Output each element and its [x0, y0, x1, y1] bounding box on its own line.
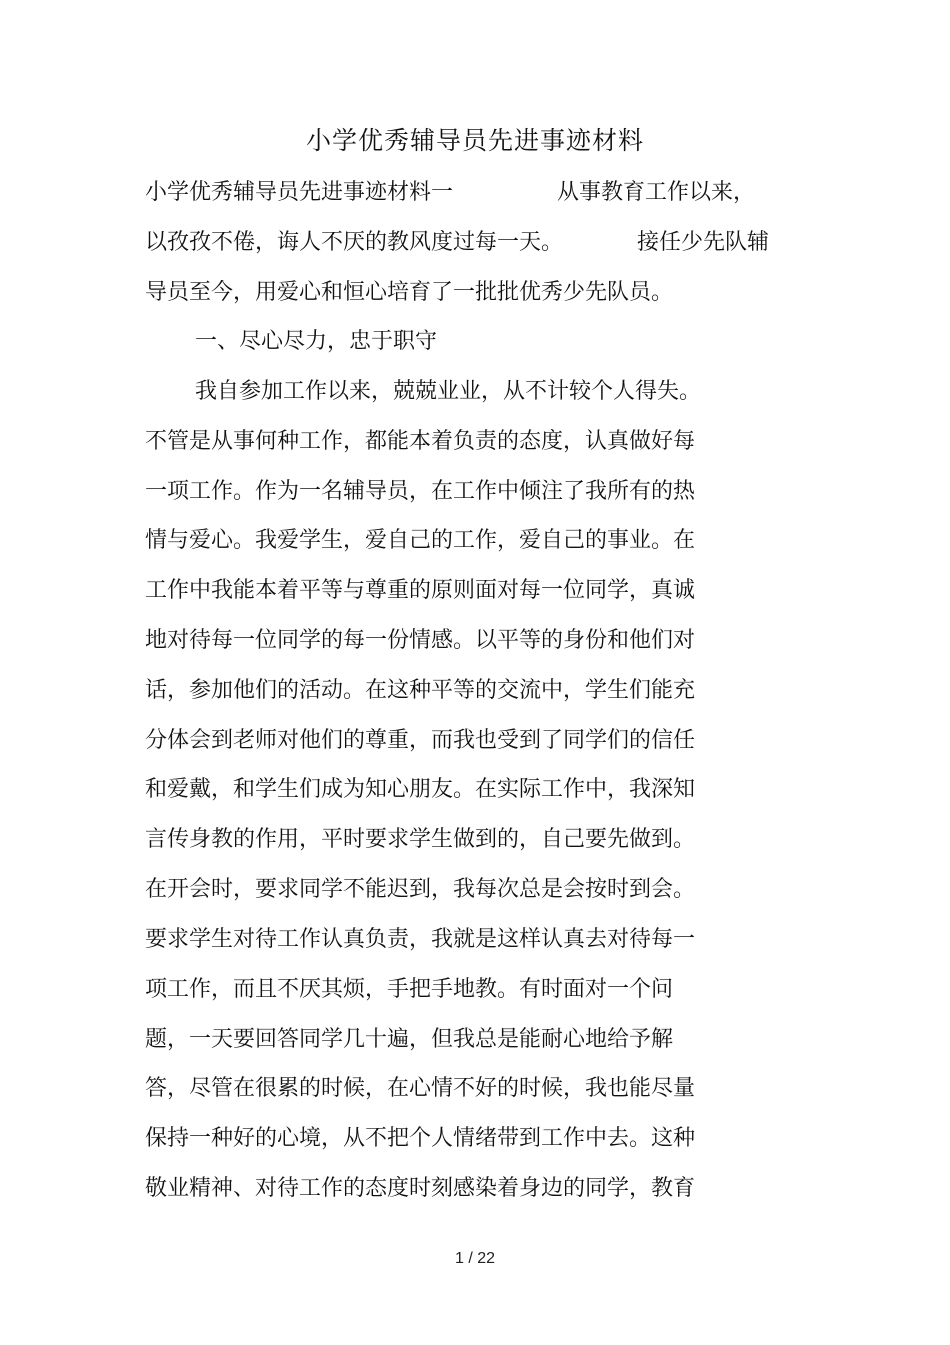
- body-line: 分体会到老师对他们的尊重，而我也受到了同学们的信任: [145, 728, 696, 753]
- body-line: 地对待每一位同学的每一份情感。以平等的身份和他们对: [145, 628, 696, 653]
- intro-line-2: [145, 228, 769, 258]
- body-line: 敬业精神、对待工作的态度时刻感染着身边的同学，教育: [145, 1176, 696, 1201]
- body-line: 言传身教的作用，平时要求学生做到的，自己要先做到。: [145, 827, 696, 852]
- intro-line-2-left: 以孜孜不倦，诲人不厌的教风度过每一天。: [145, 230, 564, 255]
- body-line: 情与爱心。我爱学生，爱自己的工作，爱自己的事业。在: [145, 528, 696, 553]
- intro-line-1-left: 小学优秀辅导员先进事迹材料一: [145, 180, 454, 205]
- body-line: 答，尽管在很累的时候，在心情不好的时候，我也能尽量: [145, 1076, 696, 1101]
- body-line: 一项工作。作为一名辅导员，在工作中倾注了我所有的热: [145, 479, 696, 504]
- body-line: 要求学生对待工作认真负责，我就是这样认真去对待每一: [145, 927, 696, 952]
- intro-line-3: [145, 278, 673, 308]
- body-line: 工作中我能本着平等与尊重的原则面对每一位同学，真诚: [145, 578, 696, 603]
- body-line: 不管是从事何种工作，都能本着负责的态度，认真做好每: [145, 429, 696, 454]
- page-number: 1 / 22: [454, 1250, 496, 1267]
- body-line: 在开会时，要求同学不能迟到，我每次总是会按时到会。: [145, 877, 696, 902]
- section-heading: 一、尽心尽力，忠于职守: [195, 329, 438, 354]
- body-line: 保持一种好的心境，从不把个人情绪带到工作中去。这种: [145, 1126, 696, 1151]
- intro-line-3-left: 导员至今，用爱心和恒心培育了一批批优秀少先队员。: [145, 280, 674, 305]
- body-line: 项工作，而且不厌其烦，手把手地教。有时面对一个问: [145, 977, 674, 1002]
- body-line: 我自参加工作以来，兢兢业业，从不计较个人得失。: [195, 379, 702, 404]
- intro-line-2-right: 接任少先队辅: [637, 230, 770, 255]
- intro-line-1: [145, 178, 755, 208]
- body-line: 题，一天要回答同学几十遍，但我总是能耐心地给予解: [145, 1027, 674, 1052]
- document-title: 小学优秀辅导员先进事迹材料: [305, 126, 644, 155]
- intro-line-1-right: 从事教育工作以来，: [557, 180, 756, 205]
- body-line: 和爱戴，和学生们成为知心朋友。在实际工作中，我深知: [145, 777, 696, 802]
- body-line: 话，参加他们的活动。在这种平等的交流中，学生们能充: [145, 678, 696, 703]
